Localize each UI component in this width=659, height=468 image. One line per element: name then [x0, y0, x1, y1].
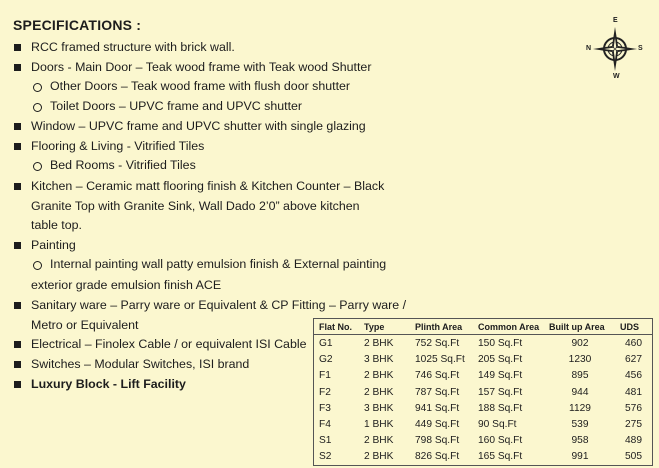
col-uds: UDS — [615, 319, 653, 335]
cell-built-up-area: 1129 — [569, 402, 591, 414]
cell-plinth-area: 449 Sq.Ft — [415, 419, 460, 431]
cell-uds: 489 — [625, 435, 642, 447]
cell-flat-no: F4 — [319, 419, 331, 431]
spec-electrical: Electrical – Finolex Cable / or equivalent ISI Cable — [31, 337, 307, 351]
cell-uds: 627 — [625, 354, 642, 366]
table-row — [314, 351, 653, 367]
square-bullet-icon — [14, 123, 21, 130]
cell-uds: 576 — [625, 402, 642, 414]
cell-plinth-area: 798 Sq.Ft — [415, 435, 460, 447]
square-bullet-icon — [14, 361, 21, 368]
spec-painting-detail: Internal painting wall patty emulsion finish & External painting — [50, 257, 387, 271]
col-plinth-area: Plinth Area — [410, 319, 473, 335]
cell-type: 1 BHK — [364, 419, 394, 431]
table-row — [314, 448, 653, 465]
compass-top-label: E — [613, 17, 618, 24]
spec-kitchen: Kitchen – Ceramic matt flooring finish & Kitchen Counter – Black — [31, 179, 385, 193]
cell-type: 2 BHK — [364, 435, 394, 447]
cell-built-up-area: 539 — [571, 419, 589, 431]
compass-bottom-label: W — [613, 73, 620, 80]
cell-common-area: 160 Sq.Ft — [478, 435, 523, 447]
cell-type: 2 BHK — [364, 451, 394, 463]
spec-flooring: Flooring & Living - Vitrified Tiles — [31, 139, 205, 153]
square-bullet-icon — [14, 302, 21, 309]
compass-icon — [586, 17, 644, 80]
table-row — [314, 335, 653, 352]
cell-built-up-area: 958 — [571, 435, 589, 447]
spec-switches: Switches – Modular Switches, ISI brand — [31, 357, 250, 371]
flat-area-table — [313, 318, 653, 466]
cell-flat-no: F3 — [319, 402, 331, 414]
cell-uds: 456 — [625, 370, 642, 382]
cell-common-area: 149 Sq.Ft — [478, 370, 523, 382]
cell-built-up-area: 902 — [571, 338, 589, 350]
cell-plinth-area: 826 Sq.Ft — [415, 451, 460, 463]
col-built-up-area: Built up Area — [544, 319, 615, 335]
cell-common-area: 165 Sq.Ft — [478, 451, 523, 463]
square-bullet-icon — [14, 341, 21, 348]
col-common-area: Common Area — [473, 319, 544, 335]
spec-painting: Painting — [31, 238, 76, 252]
spec-sanitary: Sanitary ware – Parry ware or Equivalent & CP Fitting – Parry ware / — [31, 298, 407, 312]
cell-plinth-area: 752 Sq.Ft — [415, 338, 460, 350]
spec-window: Window – UPVC frame and UPVC shutter with single glazing — [31, 119, 366, 133]
spec-painting-cont: exterior grade emulsion finish ACE — [31, 278, 222, 292]
cell-common-area: 205 Sq.Ft — [478, 354, 523, 366]
table-row — [314, 432, 653, 448]
table-row — [314, 384, 653, 400]
compass-left-label: N — [586, 45, 592, 52]
table-header-row — [314, 319, 653, 335]
cell-type: 2 BHK — [364, 370, 394, 382]
square-bullet-icon — [14, 143, 21, 150]
table-row — [314, 367, 653, 383]
page-title: SPECIFICATIONS : — [13, 17, 142, 33]
spec-structure: RCC framed structure with brick wall. — [31, 40, 235, 54]
cell-type: 3 BHK — [364, 354, 394, 366]
cell-built-up-area: 991 — [571, 451, 589, 463]
circle-bullet-icon — [33, 83, 42, 92]
square-bullet-icon — [14, 381, 21, 388]
spec-sanitary-cont: Metro or Equivalent — [31, 318, 139, 332]
square-bullet-icon — [14, 183, 21, 190]
cell-built-up-area: 944 — [571, 386, 589, 398]
spec-toilet-doors: Toilet Doors – UPVC frame and UPVC shutter — [50, 99, 303, 113]
cell-common-area: 157 Sq.Ft — [478, 386, 523, 398]
cell-uds: 275 — [625, 419, 642, 431]
spec-other-doors: Other Doors – Teak wood frame with flush door shutter — [50, 79, 351, 93]
square-bullet-icon — [14, 64, 21, 71]
compass-right-label: S — [638, 45, 643, 52]
cell-type: 2 BHK — [364, 386, 394, 398]
circle-bullet-icon — [33, 261, 42, 270]
cell-flat-no: F1 — [319, 370, 331, 382]
cell-plinth-area: 787 Sq.Ft — [415, 386, 460, 398]
cell-plinth-area: 746 Sq.Ft — [415, 370, 460, 382]
cell-flat-no: G2 — [319, 354, 333, 366]
circle-bullet-icon — [33, 162, 42, 171]
cell-flat-no: F2 — [319, 386, 331, 398]
spec-luxury-block: Luxury Block - Lift Facility — [31, 377, 186, 391]
col-type: Type — [359, 319, 410, 335]
table-row — [314, 400, 653, 416]
cell-uds: 505 — [625, 451, 642, 463]
square-bullet-icon — [14, 242, 21, 249]
circle-bullet-icon — [33, 103, 42, 112]
cell-built-up-area: 895 — [571, 370, 589, 382]
cell-type: 3 BHK — [364, 402, 394, 414]
spec-kitchen-cont-2: table top. — [31, 218, 82, 232]
square-bullet-icon — [14, 44, 21, 51]
table-row — [314, 416, 653, 432]
cell-common-area: 90 Sq.Ft — [478, 419, 517, 431]
cell-uds: 460 — [625, 338, 642, 350]
spec-bed-rooms: Bed Rooms - Vitrified Tiles — [50, 158, 196, 172]
cell-common-area: 188 Sq.Ft — [478, 402, 523, 414]
cell-uds: 481 — [625, 386, 642, 398]
cell-common-area: 150 Sq.Ft — [478, 338, 523, 350]
cell-flat-no: S1 — [319, 435, 332, 447]
cell-plinth-area: 1025 Sq.Ft — [415, 354, 465, 366]
col-flat-no: Flat No. — [314, 319, 360, 335]
cell-type: 2 BHK — [364, 338, 394, 350]
cell-flat-no: G1 — [319, 338, 333, 350]
cell-plinth-area: 941 Sq.Ft — [415, 402, 460, 414]
spec-doors: Doors - Main Door – Teak wood frame with Teak wood Shutter — [31, 60, 372, 74]
cell-flat-no: S2 — [319, 451, 332, 463]
cell-built-up-area: 1230 — [568, 354, 592, 366]
spec-kitchen-cont-1: Granite Top with Granite Sink, Wall Dado 2’0” above kitchen — [31, 199, 360, 213]
